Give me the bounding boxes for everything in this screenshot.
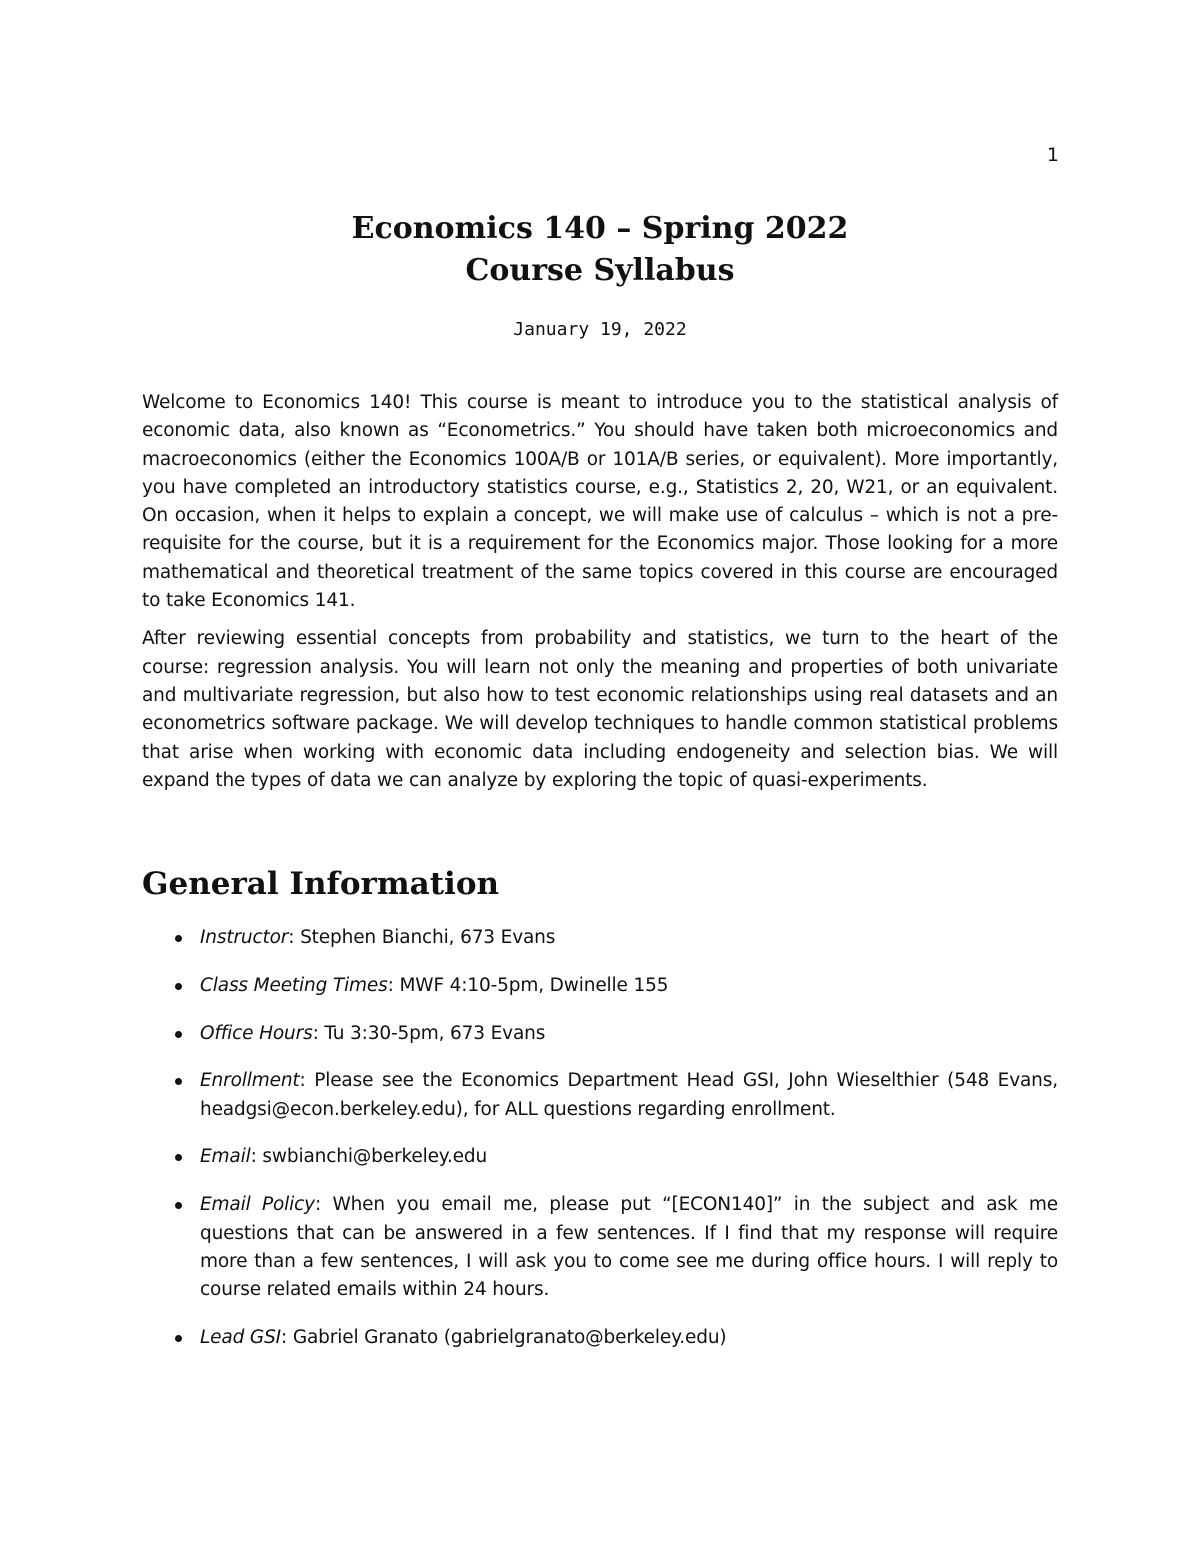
bullet-icon xyxy=(175,983,182,990)
document-date: January 19, 2022 xyxy=(513,319,687,340)
intro-paragraph-1: Welcome to Economics 140! This course is meant to introduce you to the statistical analysis of economic data, also known as “Econometrics.” You should have taken both microeconomics and macroeconomics (either the Economics 100A/B or 101A/B series, or equivalent). More importantly, you have completed an introductory statistics course, e.g., Statistics 2, 20, W21, or an equivalent. On occasion, when it helps to explain a concept, we will make use of calculus – which is not a pre-requisite for the course, but it is a requirement for the Economics major. Those looking for a more mathematical and theoretical treatment of the same topics covered in this course are encouraged to take Economics 141. xyxy=(142,392,1058,612)
bullet-icon xyxy=(175,935,182,942)
bullet-icon xyxy=(175,1335,182,1342)
info-item-email: Email: swbianchi@berkeley.edu xyxy=(142,1143,1058,1171)
info-text: Gabriel Granato (gabrielgranato@berkeley.edu) xyxy=(292,1326,727,1348)
page-number: 1 xyxy=(1046,144,1059,166)
title-block xyxy=(142,208,1058,342)
bullet-icon xyxy=(175,1202,182,1209)
info-text: Stephen Bianchi, 673 Evans xyxy=(300,927,556,948)
bullet-icon xyxy=(175,1078,182,1085)
info-item-class-meeting-times: Class Meeting Times: MWF 4:10-5pm, Dwinelle 155 xyxy=(142,972,1058,1000)
info-text: Tu 3:30-5pm, 673 Evans xyxy=(324,1022,546,1044)
info-item-office-hours: Office Hours: Tu 3:30-5pm, 673 Evans xyxy=(142,1020,1058,1048)
info-text: MWF 4:10-5pm, Dwinelle 155 xyxy=(399,974,669,996)
bullet-icon xyxy=(175,1154,182,1161)
course-title: Economics 140 – Spring 2022 xyxy=(351,211,849,246)
general-info-list xyxy=(142,924,1058,1372)
info-item-lead-gsi: Lead GSI: Gabriel Granato (gabrielgranato@berkeley.edu) xyxy=(142,1324,1058,1352)
info-item-instructor: Instructor: Stephen Bianchi, 673 Evans xyxy=(142,924,1058,952)
info-label: Email xyxy=(200,1146,251,1168)
bullet-icon xyxy=(175,1031,182,1038)
email-link[interactable]: swbianchi@berkeley.edu xyxy=(262,1146,488,1168)
info-item-email-policy: Email Policy: When you email me, please put “[ECON140]” in the subject and ask me questions that can be answered in a few sentences. If I find that my response will require more than a few sentences, I will ask you to come see me during office hours. I will reply to course related emails within 24 hours. xyxy=(142,1191,1058,1304)
info-text: Please see the Economics Department Head GSI, John Wieselthier (548 Evans, headgsi@econ.berkeley.edu), for ALL questions regarding enrollment. xyxy=(200,1070,1058,1120)
info-item-enrollment: Enrollment: Please see the Economics Department Head GSI, John Wieselthier (548 Evans, headgsi@econ.berkeley.edu), for ALL questions regarding enrollment. xyxy=(142,1067,1058,1124)
info-label: Class Meeting Times xyxy=(200,974,388,996)
info-label: Enrollment xyxy=(200,1070,300,1092)
info-label: Email Policy xyxy=(200,1194,315,1216)
intro-paragraph-2: After reviewing essential concepts from probability and statistics, we turn to the heart of the course: regression analysis. You will learn not only the meaning and properties of both univariate and multivariate regression, but also how to test economic relationships using real datasets and an econometrics software package. We will develop techniques to handle common statistical problems that arise when working with economic data including endogeneity and selection bias. We will expand the types of data we can analyze by exploring the topic of quasi-experiments. xyxy=(142,628,1058,791)
section-title-general-information: General Information xyxy=(142,866,500,902)
info-text: When you email me, please put “[ECON140]” in the subject and ask me questions that can be answered in a few sentences. If I find that my response will require more than a few sentences, I will ask you to come see me during office hours. I will reply to course related emails within 24 hours. xyxy=(200,1194,1058,1301)
info-label: Office Hours xyxy=(200,1022,313,1044)
info-label: Instructor xyxy=(200,927,289,948)
document-subtitle: Course Syllabus xyxy=(465,253,735,288)
info-label: Lead GSI xyxy=(200,1326,281,1348)
intro-section xyxy=(142,389,1058,805)
